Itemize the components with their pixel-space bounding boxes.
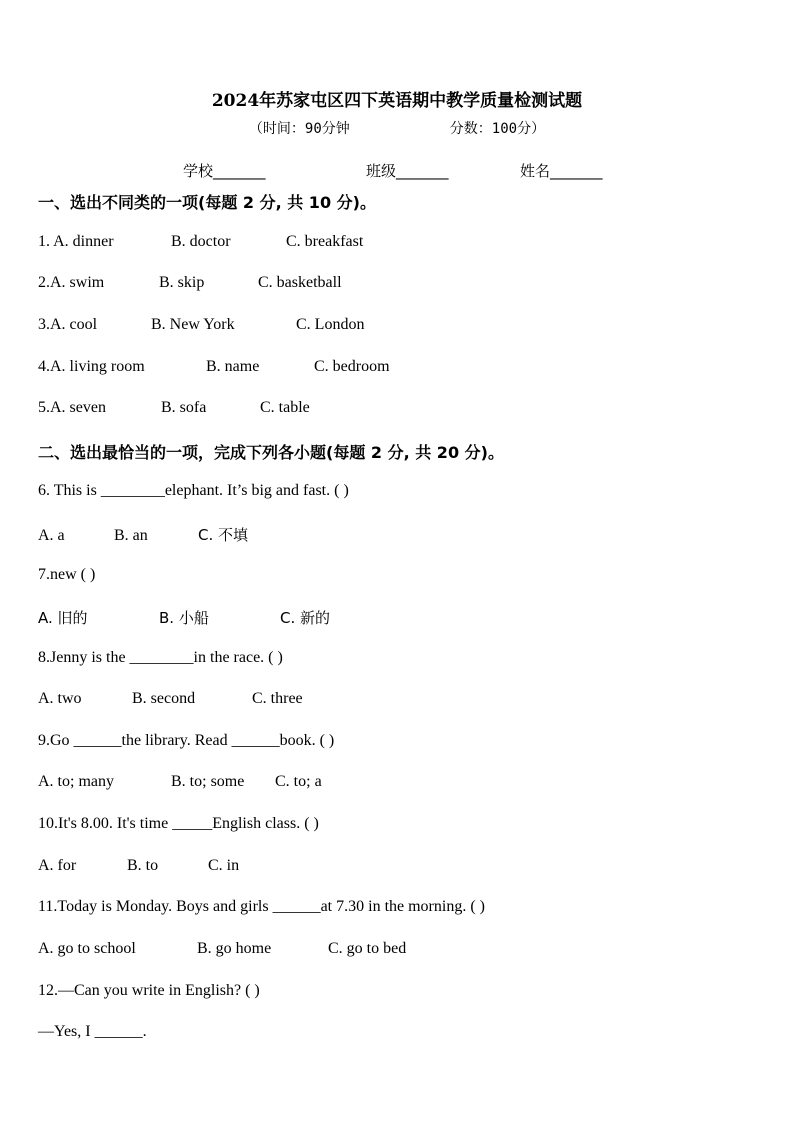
question-2-option-a[interactable]: 2.A. swim	[38, 274, 105, 291]
section2-heading: 二、选出最恰当的一项，完成下列各小题(每题 2 分, 共 20 分)。	[38, 443, 504, 462]
question-7-option-c[interactable]: C. 新的	[280, 609, 331, 627]
question-6-option-a[interactable]: A. a	[38, 527, 65, 544]
question-4	[38, 358, 390, 376]
question-10-option-a[interactable]: A. for	[38, 857, 77, 874]
question-8-options	[38, 690, 303, 708]
exam-score: 分数：100分）	[449, 121, 546, 137]
question-12-reply: —Yes, I ______.	[38, 1023, 147, 1040]
question-8-option-c[interactable]: C. three	[252, 690, 303, 707]
question-6-option-b[interactable]: B. an	[114, 527, 148, 544]
question-11-option-c[interactable]: C. go to bed	[328, 940, 407, 957]
question-8-option-a[interactable]: A. two	[38, 690, 82, 707]
question-6-option-c[interactable]: C. 不填	[198, 526, 249, 544]
question-4-option-c[interactable]: C. bedroom	[314, 358, 390, 375]
question-5-option-a[interactable]: 5.A. seven	[38, 399, 106, 416]
school-field[interactable]: 学校_______	[183, 162, 266, 180]
question-2-option-c[interactable]: C. basketball	[258, 274, 342, 291]
question-11-option-a[interactable]: A. go to school	[38, 940, 136, 957]
question-2-option-b[interactable]: B. skip	[159, 274, 205, 291]
class-field[interactable]: 班级_______	[366, 162, 449, 180]
question-5-option-b[interactable]: B. sofa	[161, 399, 207, 416]
question-10-stem: 10.It's 8.00. It's time _____English class. ( )	[38, 815, 319, 832]
page-title: 2024年苏家屯区四下英语期中教学质量检测试题	[211, 91, 583, 111]
question-5-option-c[interactable]: C. table	[260, 399, 310, 416]
question-4-option-b[interactable]: B. name	[206, 358, 260, 375]
question-10-option-b[interactable]: B. to	[127, 857, 159, 874]
question-1	[38, 233, 363, 251]
question-8-stem: 8.Jenny is the ________in the race. ( )	[38, 649, 283, 666]
question-7-option-b[interactable]: B. 小船	[159, 609, 209, 627]
question-6-options	[38, 524, 248, 545]
question-11-options	[38, 940, 406, 958]
name-field[interactable]: 姓名_______	[520, 162, 603, 180]
question-4-option-a[interactable]: 4.A. living room	[38, 358, 145, 375]
question-1-option-a[interactable]: 1. A. dinner	[38, 233, 114, 250]
question-8-option-b[interactable]: B. second	[132, 690, 196, 707]
section1-heading: 一、选出不同类的一项(每题 2 分, 共 10 分)。	[38, 193, 376, 212]
question-9-stem: 9.Go ______the library. Read ______book. ( )	[38, 732, 335, 749]
exam-time: （时间：90分钟	[248, 121, 350, 137]
question-3-option-c[interactable]: C. London	[296, 316, 365, 333]
question-3-option-a[interactable]: 3.A. cool	[38, 316, 98, 333]
question-3	[38, 316, 364, 334]
question-7-option-a[interactable]: A. 旧的	[38, 609, 88, 627]
question-1-option-b[interactable]: B. doctor	[171, 233, 231, 250]
question-11-stem: 11.Today is Monday. Boys and girls ______at 7.30 in the morning. ( )	[38, 898, 485, 915]
question-3-option-b[interactable]: B. New York	[151, 316, 235, 333]
question-1-option-c[interactable]: C. breakfast	[286, 233, 364, 250]
question-7-stem: 7.new ( )	[38, 566, 96, 583]
exam-info	[0, 118, 794, 138]
question-9-option-a[interactable]: A. to; many	[38, 773, 114, 790]
question-7-options	[38, 607, 330, 628]
question-5	[38, 399, 310, 417]
question-2	[38, 274, 342, 292]
question-9-option-b[interactable]: B. to; some	[171, 773, 245, 790]
question-9-options	[38, 773, 322, 791]
question-12-stem: 12.—Can you write in English? ( )	[38, 982, 260, 999]
question-11-option-b[interactable]: B. go home	[197, 940, 272, 957]
question-9-option-c[interactable]: C. to; a	[275, 773, 322, 790]
question-10-options	[38, 857, 239, 875]
question-10-option-c[interactable]: C. in	[208, 857, 240, 874]
student-info-line	[183, 160, 603, 181]
question-6-stem: 6. This is ________elephant. It’s big and fast. ( )	[38, 482, 349, 499]
